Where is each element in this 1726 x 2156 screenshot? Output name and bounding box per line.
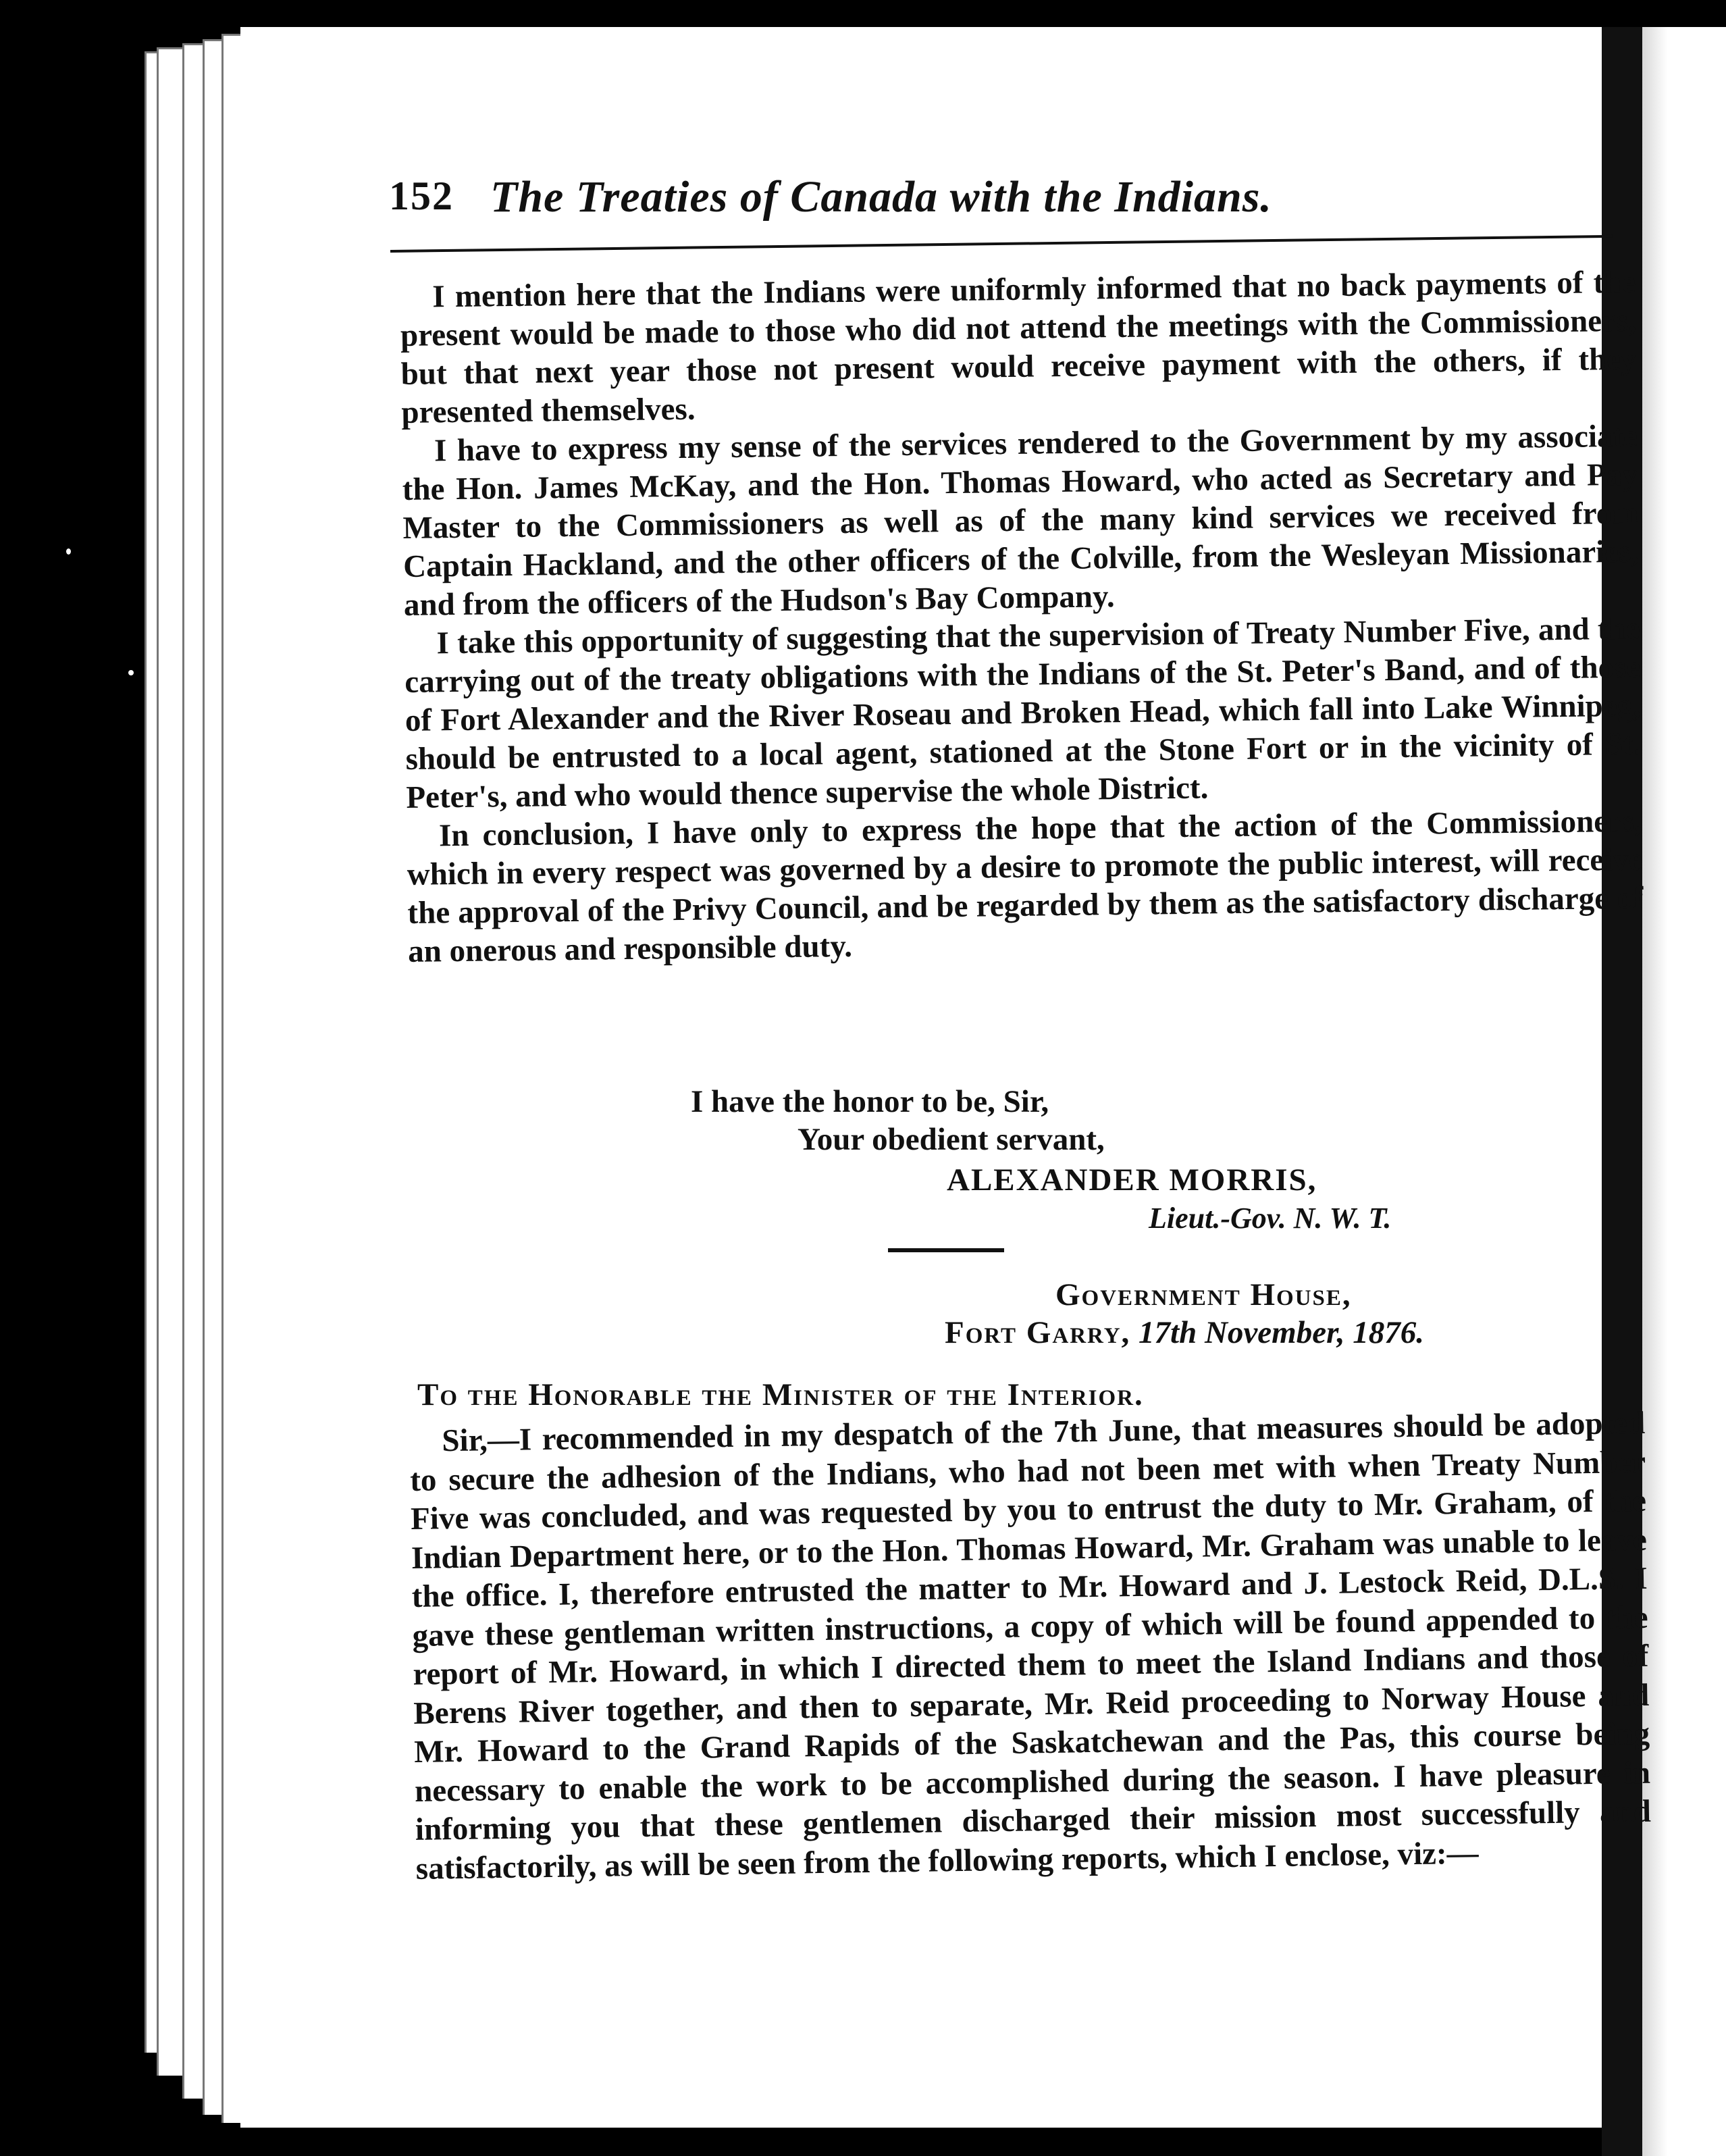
running-head xyxy=(389,173,1604,240)
dateline-place: Government House, xyxy=(1055,1277,1352,1312)
book-page xyxy=(240,27,1652,2128)
signature-name: ALEXANDER MORRIS, xyxy=(947,1162,1317,1198)
letter-body xyxy=(409,1404,1652,1889)
right-margin-fade xyxy=(1642,27,1726,2156)
addressee: To the Honorable the Minister of the Interior. xyxy=(417,1377,1144,1412)
paragraph: I take this opportunity of suggesting that the supervision of Treaty Number Five, and the carrying out of the treaty obligations with the Indians of the St. Peter's Band, and of those of Fort Alexander and the River Roseau and Broken Head, which fall into Lake Winnipeg, should be entrusted to a local agent, stationed at the Stone Fort or in the vicinity of St. Peter's, and who would thence supervise the whole District. xyxy=(404,611,1642,815)
paragraph: I have to express my sense of the services rendered to the Government by my associate the Hon. James McKay, and the Hon. Thomas Howard, who acted as Secretary and Pay Master to the Commissioners as well as of the many kind services we received from Captain Hackland, and the other officers of the Colville, from the Wesleyan Missionaries, and from the officers of the Hudson's Bay Company. xyxy=(402,418,1640,623)
scan-speck xyxy=(128,670,134,675)
paragraph: Sir,—I recommended in my despatch of the 7th June, that measures should be adopted to secure the adhesion of the Indians, who had not been met with when Treaty Number Five was concluded, and was requested by you to entrust the duty to Mr. Graham, of the Indian Department here, or to the Hon. Thomas Howard, Mr. Graham was unable to leave the office. I, therefore entrusted the matter to Mr. Howard and J. Lestock Reid, D.L.S. I gave these gentleman written instructions, a copy of which will be found appended to the report of Mr. Howard, in which I directed them to meet the Island Indians and those of Berens River together, and then to separate, Mr. Reid proceeding to Norway House and Mr. Howard to the Grand Rapids of the Saskatchewan and the Pas, this course being necessary to enable the work to be accomplished during the season. I have pleasure in informing you that these gentlemen discharged their mission most successfully and satisfactorily, as will be seen from the following reports, which I enclose, viz:— xyxy=(409,1405,1652,1886)
scan-speck xyxy=(66,548,71,555)
running-title: The Treaties of Canada with the Indians. xyxy=(490,172,1272,222)
signature-title: Lieut.-Gov. N. W. T. xyxy=(1149,1202,1392,1235)
dateline-place-2: Fort Garry, xyxy=(945,1315,1131,1350)
paragraph: I mention here that the Indians were uniformly informed that no back payments of the present would be made to those who did not attend the meetings with the Commissioners, but that next year those not present would receive payment with the others, if they presented themselves. xyxy=(400,264,1637,430)
paragraph: In conclusion, I have only to express the hope that the action of the Commissioners, which in every respect was governed by a desire to promote the public interest, will receive the approval of the Privy Council, and be regarded by them as the satisfactory discharge of an onerous and responsible duty. xyxy=(407,803,1644,969)
closing-line-1: I have the honor to be, Sir, xyxy=(691,1084,1049,1119)
report-body xyxy=(400,263,1644,971)
dateline xyxy=(945,1314,1424,1351)
page-number: 152 xyxy=(389,174,454,218)
dateline-date: 17th November, 1876. xyxy=(1139,1315,1425,1350)
separator-rule xyxy=(888,1248,1004,1252)
closing-line-2: Your obedient servant, xyxy=(797,1122,1105,1157)
